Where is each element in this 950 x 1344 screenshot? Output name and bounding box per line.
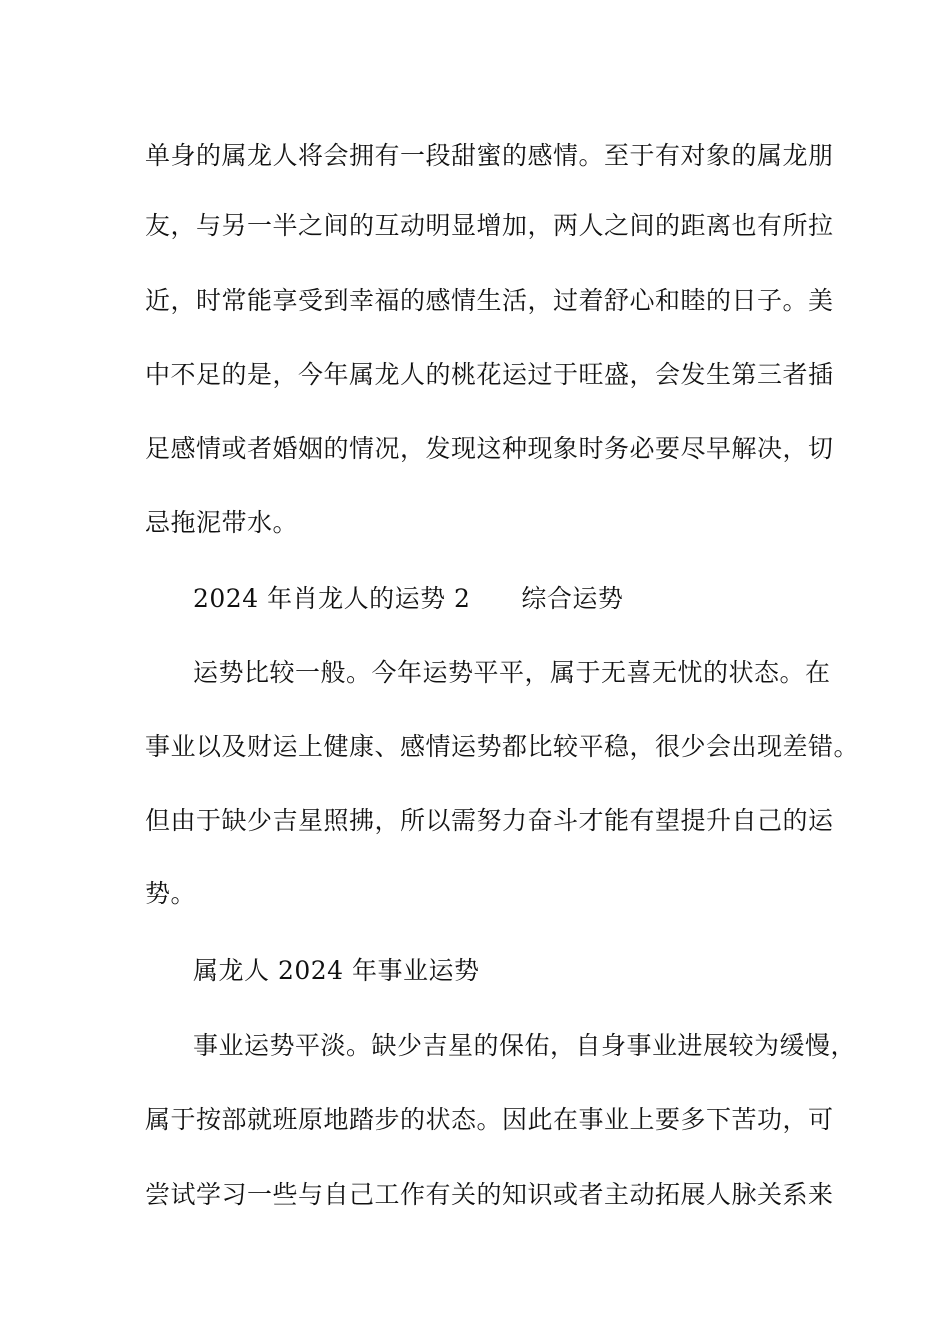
- paragraph-line: 运势比较一般。今年运势平平，属于无喜无忧的状态。在: [193, 658, 831, 687]
- paragraph-line: 事业以及财运上健康、感情运势都比较平稳，很少会出现差错。: [145, 732, 860, 761]
- section-heading: 2024 年肖龙人的运势 2 综合运势: [193, 584, 624, 613]
- paragraph-line: 中不足的是，今年属龙人的桃花运过于旺盛，会发生第三者插: [145, 360, 834, 389]
- paragraph-line: 单身的属龙人将会拥有一段甜蜜的感情。至于有对象的属龙朋: [145, 141, 834, 170]
- paragraph-line: 忌拖泥带水。: [145, 508, 299, 537]
- paragraph-line: 尝试学习一些与自己工作有关的知识或者主动拓展人脉关系来: [145, 1180, 834, 1209]
- paragraph-line: 事业运势平淡。缺少吉星的保佑，自身事业进展较为缓慢，: [193, 1031, 857, 1060]
- paragraph-line: 足感情或者婚姻的情况，发现这种现象时务必要尽早解决，切: [145, 434, 834, 463]
- paragraph-line: 友，与另一半之间的互动明显增加，两人之间的距离也有所拉: [145, 211, 834, 240]
- paragraph-line: 但由于缺少吉星照拂，所以需努力奋斗才能有望提升自己的运: [145, 806, 834, 835]
- paragraph-line: 近，时常能享受到幸福的感情生活，过着舒心和睦的日子。美: [145, 286, 834, 315]
- section-heading: 属龙人 2024 年事业运势: [193, 956, 480, 985]
- paragraph-line: 势。: [145, 879, 197, 908]
- paragraph-line: 属于按部就班原地踏步的状态。因此在事业上要多下苦功，可: [145, 1105, 834, 1134]
